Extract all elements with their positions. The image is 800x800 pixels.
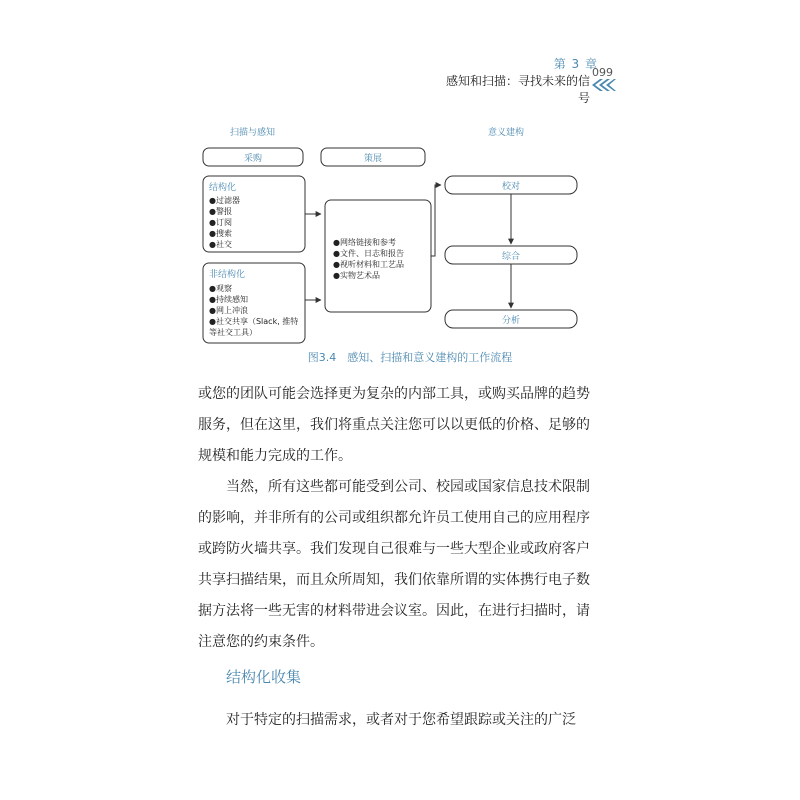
- text-line: 或您的团队可能会选择更为复杂的内部工具，或购买品牌的趋势: [198, 386, 590, 402]
- structured-item: ●订阅: [209, 218, 232, 227]
- box-collate-label: 校对: [501, 182, 521, 192]
- text-line: 的影响，并非所有的公司或组织都允许员工使用自己的应用程序: [198, 510, 590, 526]
- text-line: 对于特定的扫描需求，或者对于您希望跟踪或关注的广泛: [198, 712, 576, 728]
- text-line: 或跨防火墙共享。我们发现自己很难与一些大型企业或政府客户: [198, 541, 590, 557]
- structured-item: ●搜索: [209, 229, 232, 238]
- text-line: 当然，所有这些都可能受到公司、校园或国家信息技术限制: [198, 479, 590, 495]
- page-number: 099: [592, 66, 613, 79]
- unstructured-item: ●持续感知: [209, 295, 248, 304]
- structured-title: 结构化: [209, 183, 237, 193]
- structured-item: ●警报: [209, 207, 232, 216]
- unstructured-title: 非结构化: [209, 270, 246, 280]
- text-line: 注意您的约束条件。: [198, 634, 324, 650]
- materials-item: ●视听材料和工艺品: [333, 260, 404, 269]
- paragraph-1: [198, 379, 598, 472]
- box-analyze-label: 分析: [501, 316, 521, 326]
- text-line: 共享扫描结果，而且众所周知，我们依靠所谓的实体携行电子数: [198, 572, 590, 588]
- box-procurement-label: 采购: [243, 154, 263, 164]
- unstructured-item: 等社交工具）: [209, 328, 257, 337]
- arrow: [431, 185, 441, 256]
- chapter-label: 第 3 章: [553, 57, 598, 71]
- text-line: 据方法将一些无害的材料带进会议室。因此，在进行扫描时，请: [198, 603, 590, 619]
- unstructured-item: ●社交共享（Slack, 推特: [209, 317, 299, 326]
- unstructured-item: ●网上冲浪: [209, 306, 248, 315]
- chevron-left-icon: [592, 79, 616, 91]
- materials-item: ●网络链接和参考: [333, 238, 396, 247]
- materials-item: ●实物艺术品: [333, 271, 380, 280]
- text-line: 规模和能力完成的工作。: [198, 448, 352, 464]
- section-heading: 结构化收集: [226, 668, 302, 686]
- figure-caption: 图3.4 感知、扫描和意义建构的工作流程: [307, 351, 513, 364]
- structured-item: ●过滤器: [209, 196, 240, 205]
- materials-item: ●文件、日志和报告: [333, 249, 404, 258]
- structured-item: ●社交: [209, 240, 232, 249]
- paragraph-2: [198, 472, 598, 658]
- unstructured-item: ●观察: [209, 284, 232, 293]
- label-sensemaking: 意义建构: [488, 128, 525, 138]
- paragraph-3: [198, 705, 598, 736]
- box-synthesize-label: 综合: [501, 252, 521, 262]
- label-scanning-sensing: 扫描与感知: [230, 128, 276, 138]
- box-curation-label: 策展: [363, 154, 383, 164]
- text-line: 服务，但在这里，我们将重点关注您可以以更低的价格、足够的: [198, 417, 590, 433]
- chapter-title: 感知和扫描：寻找未来的信号: [445, 74, 590, 105]
- workflow-diagram: [195, 120, 615, 370]
